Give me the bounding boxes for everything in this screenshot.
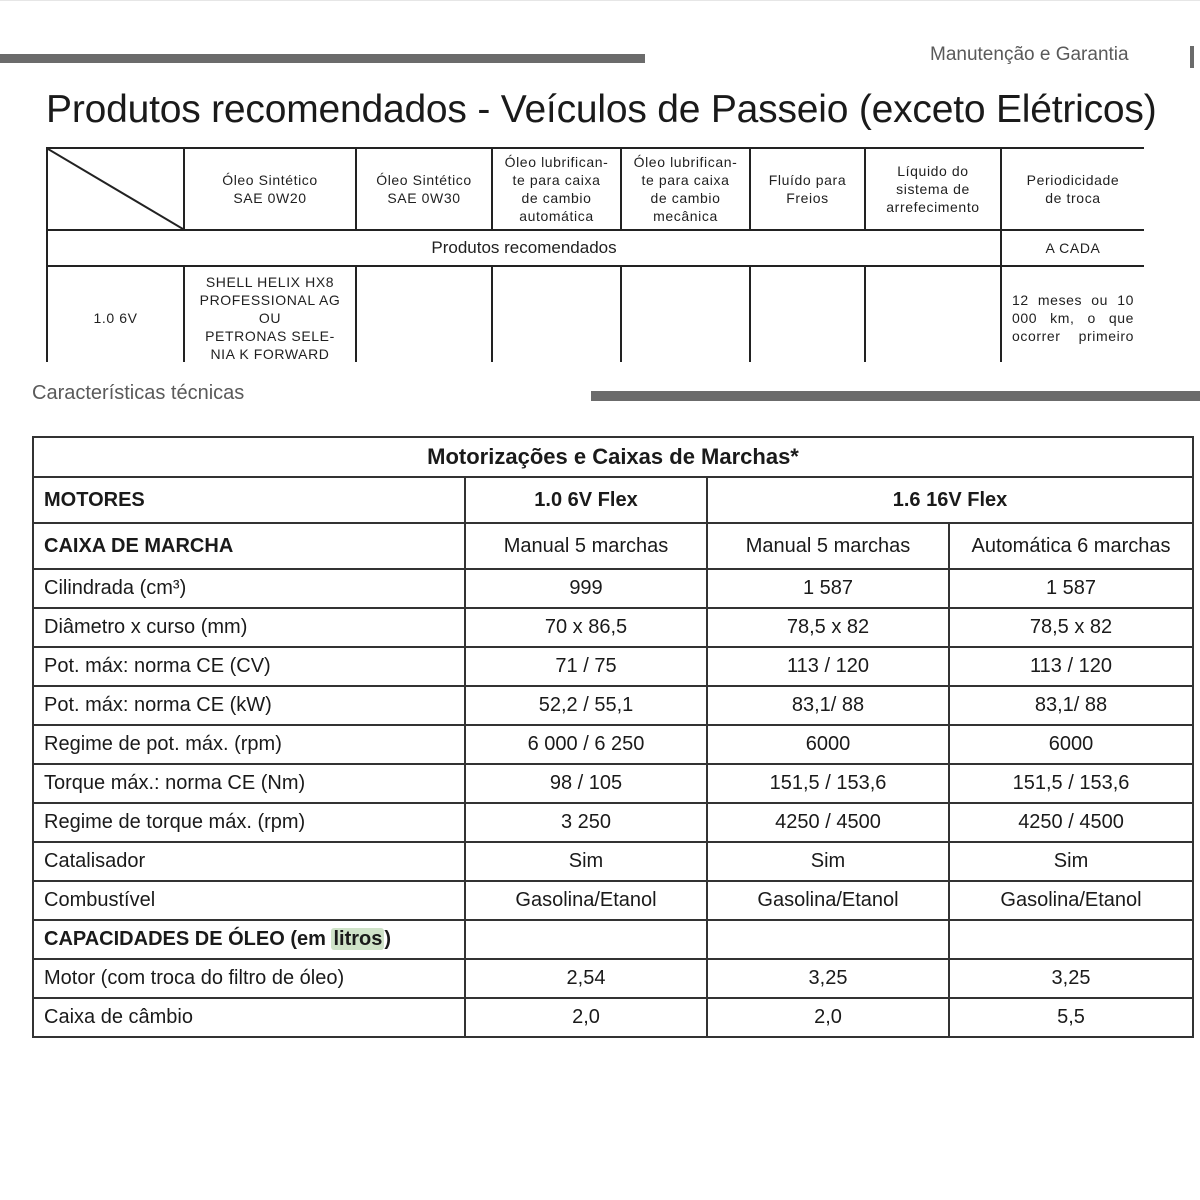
table-row xyxy=(33,998,1193,1037)
row-value: 6000 xyxy=(707,725,949,764)
empty-cell xyxy=(707,920,949,959)
gearbox-cell: Automática 6 marchas xyxy=(949,523,1193,569)
row-value: 98 / 105 xyxy=(465,764,707,803)
row-value: Sim xyxy=(465,842,707,881)
subheader: Produtos recomendados xyxy=(47,230,1001,266)
row-value: 2,0 xyxy=(707,998,949,1037)
row-value: 3,25 xyxy=(707,959,949,998)
row-value: 3,25 xyxy=(949,959,1193,998)
empty-cell xyxy=(492,266,621,362)
model-cell: 1.0 6V xyxy=(47,266,184,362)
col-header: Fluído para Freios xyxy=(750,148,865,230)
row-value: 3 250 xyxy=(465,803,707,842)
table-row xyxy=(33,803,1193,842)
top-rule xyxy=(0,0,1200,1)
table-row xyxy=(33,647,1193,686)
col-header: Óleo lubrifican- te para caixa de cambio automática xyxy=(492,148,621,230)
row-value: 1 587 xyxy=(949,569,1193,608)
row-value: 6 000 / 6 250 xyxy=(465,725,707,764)
row-label: Regime de pot. máx. (rpm) xyxy=(33,725,465,764)
row-label: Combustível xyxy=(33,881,465,920)
header-bar xyxy=(0,54,645,63)
col-header: Periodicidade de troca xyxy=(1001,148,1144,230)
section-bar xyxy=(591,391,1200,401)
row-label: Catalisador xyxy=(33,842,465,881)
row-value: 999 xyxy=(465,569,707,608)
table-row xyxy=(33,764,1193,803)
subheader-right: A CADA xyxy=(1001,230,1144,266)
engine-2: 1.6 16V Flex xyxy=(707,477,1193,523)
row-value: 6000 xyxy=(949,725,1193,764)
motors-label: MOTORES xyxy=(33,477,465,523)
empty-cell xyxy=(356,266,492,362)
table-row xyxy=(33,842,1193,881)
empty-cell xyxy=(621,266,750,362)
row-label: Regime de torque máx. (rpm) xyxy=(33,803,465,842)
row-value: 78,5 x 82 xyxy=(707,608,949,647)
diagonal-cell xyxy=(47,148,184,230)
products-table-wrap xyxy=(46,147,1144,362)
col-header: Óleo Sintético SAE 0W20 xyxy=(184,148,356,230)
oil-capacity-label xyxy=(33,920,465,959)
specs-title: Motorizações e Caixas de Marchas* xyxy=(33,437,1193,477)
table-row xyxy=(33,608,1193,647)
table-row xyxy=(33,725,1193,764)
gearbox-cell: Manual 5 marchas xyxy=(465,523,707,569)
row-value: 1 587 xyxy=(707,569,949,608)
row-value: 5,5 xyxy=(949,998,1193,1037)
row-value: 70 x 86,5 xyxy=(465,608,707,647)
row-value: 71 / 75 xyxy=(465,647,707,686)
col-header: Óleo lubrifican- te para caixa de cambio mecânica xyxy=(621,148,750,230)
product-cell: SHELL HELIX HX8 PROFESSIONAL AG OU PETRONAS SELE- NIA K FORWARD xyxy=(184,266,356,362)
row-value: 151,5 / 153,6 xyxy=(949,764,1193,803)
row-label: Motor (com troca do filtro de óleo) xyxy=(33,959,465,998)
highlighted-text: litros xyxy=(333,928,383,950)
products-table xyxy=(46,147,1144,362)
row-value: 2,0 xyxy=(465,998,707,1037)
row-value: 113 / 120 xyxy=(707,647,949,686)
row-value: Gasolina/Etanol xyxy=(707,881,949,920)
section-label-tech: Características técnicas xyxy=(32,382,245,404)
col-header: Líquido do sistema de arrefecimento xyxy=(865,148,1001,230)
gearbox-cell: Manual 5 marchas xyxy=(707,523,949,569)
row-label: Caixa de câmbio xyxy=(33,998,465,1037)
row-value: Gasolina/Etanol xyxy=(465,881,707,920)
row-label: Cilindrada (cm³) xyxy=(33,569,465,608)
row-value: 4250 / 4500 xyxy=(949,803,1193,842)
row-value: 52,2 / 55,1 xyxy=(465,686,707,725)
empty-cell xyxy=(949,920,1193,959)
row-value: 78,5 x 82 xyxy=(949,608,1193,647)
diagonal-line xyxy=(48,149,183,229)
empty-cell xyxy=(865,266,1001,362)
col-header: Óleo Sintético SAE 0W30 xyxy=(356,148,492,230)
row-value: 151,5 / 153,6 xyxy=(707,764,949,803)
oil-capacity-header-row xyxy=(33,920,1193,959)
section-label: Manutenção e Garantia xyxy=(930,44,1129,65)
table-row xyxy=(33,569,1193,608)
page-title: Produtos recomendados - Veículos de Passeio (exceto Elétricos) xyxy=(46,88,1157,131)
row-label: Torque máx.: norma CE (Nm) xyxy=(33,764,465,803)
table-row xyxy=(33,881,1193,920)
row-value: 113 / 120 xyxy=(949,647,1193,686)
row-value: Sim xyxy=(949,842,1193,881)
engine-1: 1.0 6V Flex xyxy=(465,477,707,523)
empty-cell xyxy=(750,266,865,362)
corner-mark xyxy=(1190,46,1194,68)
row-value: Sim xyxy=(707,842,949,881)
table-row xyxy=(33,959,1193,998)
row-value: 2,54 xyxy=(465,959,707,998)
row-value: 4250 / 4500 xyxy=(707,803,949,842)
empty-cell xyxy=(465,920,707,959)
oil-capacity-label-b: ) xyxy=(384,928,392,950)
row-label: Pot. máx: norma CE (CV) xyxy=(33,647,465,686)
row-label: Pot. máx: norma CE (kW) xyxy=(33,686,465,725)
gearbox-label: CAIXA DE MARCHA xyxy=(33,523,465,569)
oil-capacity-label-a: CAPACIDADES DE ÓLEO (em xyxy=(44,928,332,950)
row-label: Diâmetro x curso (mm) xyxy=(33,608,465,647)
specs-table xyxy=(32,436,1194,1038)
period-cell: 12 meses ou 10 000 km, o que ocorrer primeiro xyxy=(1001,266,1144,362)
row-value: 83,1/ 88 xyxy=(949,686,1193,725)
row-value: 83,1/ 88 xyxy=(707,686,949,725)
row-value: Gasolina/Etanol xyxy=(949,881,1193,920)
table-row xyxy=(33,686,1193,725)
